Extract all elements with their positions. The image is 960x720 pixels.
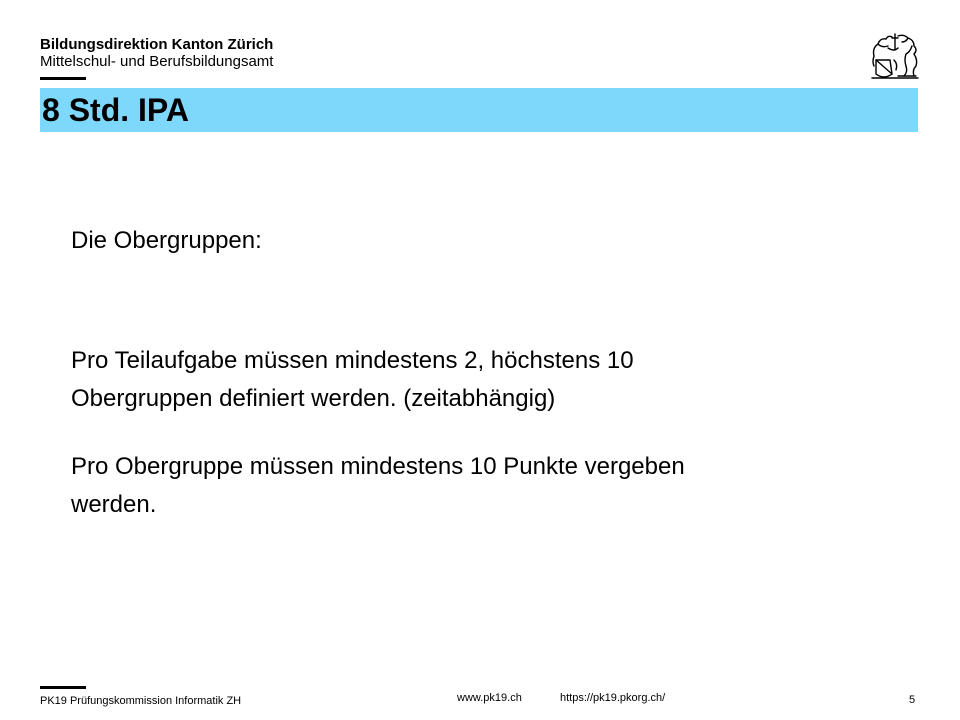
header-divider [40, 77, 86, 80]
paragraph-line: Obergruppen definiert werden. (zeitabhängig) [71, 385, 556, 412]
intro-line: Die Obergruppen: [71, 227, 262, 254]
footer-org: PK19 Prüfungskommission Informatik ZH [40, 695, 242, 707]
paragraph-obergruppe [71, 448, 685, 524]
footer-link-pk19[interactable]: www.pk19.ch [457, 692, 522, 704]
paragraph-line: Pro Teilaufgabe müssen mindestens 2, höchstens 10 [71, 347, 634, 374]
paragraph-teilaufgabe [71, 342, 634, 418]
footer-divider [40, 686, 86, 689]
paragraph-line: Pro Obergruppe müssen mindestens 10 Punkte vergeben [71, 453, 685, 480]
slide-title: 8 Std. IPA [42, 92, 189, 128]
zurich-coat-of-arms-icon [868, 30, 922, 82]
org-subtitle: Mittelschul- und Berufsbildungsamt [40, 53, 274, 70]
slide-title-bar [40, 88, 918, 132]
paragraph-line: werden. [71, 491, 157, 518]
intro-text [71, 222, 262, 260]
page-number: 5 [909, 694, 916, 706]
org-name: Bildungsdirektion Kanton Zürich [40, 36, 274, 53]
footer-link-pkorg[interactable]: https://pk19.pkorg.ch/ [560, 692, 666, 704]
